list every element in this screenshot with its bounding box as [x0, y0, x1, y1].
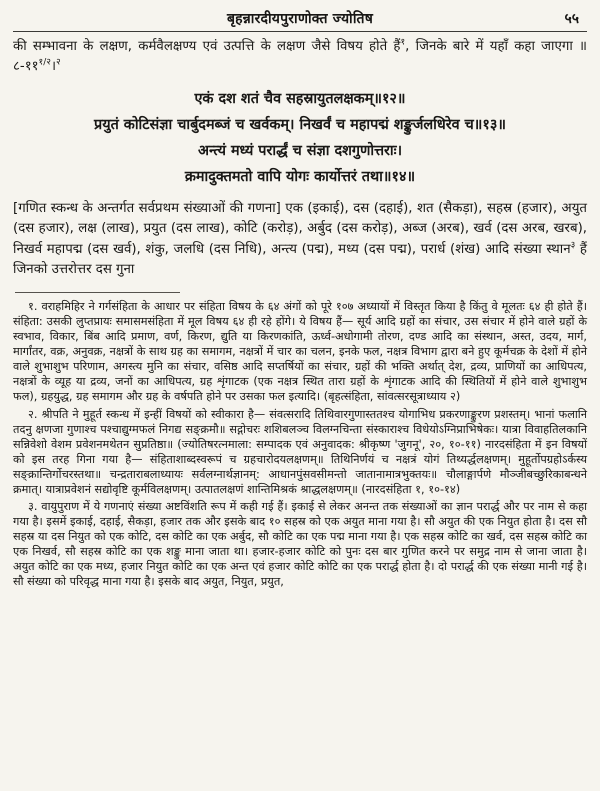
footnotes-section — [13, 299, 587, 589]
footnote-ref-1: १ — [400, 37, 406, 48]
intro-paragraph — [13, 37, 587, 77]
footnote-number: २. — [28, 407, 38, 421]
verse-range-fraction: १/२ — [38, 57, 51, 68]
footnote-separator — [15, 292, 180, 293]
footnote-text: श्रीपति ने मुहूर्त स्कन्ध में इन्हीं विषयों को स्वीकारा है— संवत्सरादि तिथिवारगुणास्ततश्च योगाभिध प्रकरणाङ्कुरण प्रशस्तम्। भानां फलानि तदनु क्षणजा गुणाश्च पश्चाद्युग्मफलं निगद्य सङ्क्रमौ॥ सद्गोचरः शशिबलञ्च विलग्नचिन्ता संस्काराश्च विधेयोऽग्निप्राभिषेकः। यात्रा विवाहतिलकानि सन्निवेशो वेशम प्रवेशनमथेतन सुप्रतिष्ठा॥ (ज्योतिषरत्नमाला: सम्पादक एवं अनुवादक: श्रीकृष्ण 'जुगनू', २०, १०-११) नारदसंहिता में इन विषयों को इस तरह गिना गया है— संहिताशाब्दस्वरूपं च ग्रहचारोदयलक्षणम्॥ तिथिनिर्णयं च नक्षत्रं योगं तिथ्यर्द्धलक्षणम्। मुहूर्तोपग्रहोऽर्कस्य सङ्क्रान्तिर्गोचरस्तथा॥ चन्द्रताराबलाध्यायः सर्वलग्नार्थज्ञानम्: आधानपुंसवसीमन्तो जातानामात्रभुक्तयः॥ चौलाङ्गार्पणे मौञ्जीबच्छुरिकाबन्धने क्रमात्। यात्राप्रवेशनं सद्योवृष्टि कूर्मविलक्षणम्। उत्पातलक्षणं शान्तिमिश्रकं श्राद्धलक्षणम्॥ (नारदसंहिता १, १०-१४) — [13, 407, 587, 496]
page-number: ५५ — [564, 11, 579, 27]
book-title: बृहन्नारदीयपुराणोक्त ज्योतिष — [226, 11, 373, 27]
intro-text: , जिनके बारे में यहाँ कहा जाएगा ॥ ८-११ — [13, 39, 587, 74]
verse-line-12: एकं दश शतं चैव सहस्रायुतलक्षकम्॥१२॥ — [194, 90, 406, 107]
verse-line-14b: क्रमादुक्तमतो वापि योगः कार्योत्तरं तथा॥१४॥ — [184, 168, 416, 185]
footnote-ref-2: २ — [56, 57, 61, 68]
footnote-number: १. — [28, 300, 38, 313]
footnote — [13, 499, 587, 589]
footnote-text: वराहमिहिर ने गर्गसंहिता के आधार पर संहिता विषय के ६४ अंगों को पूरे १०७ अध्यायों में विस्तृत किया है किंतु वे मूलतः ६४ ही होते हैं। संहिता: उसकी लुप्तप्रायः समासमसंहिता में मूल विषय ६४ ही रहे होंगे। ये विषय हैं— सूर्य आदि ग्रहों का संचार, उस संचार में होने वाले ग्रहों के स्वभाव, विकार, बिंब आदि प्रमाण, वर्ण, किरण, द्युति या किरणकांति, ऊर्ध्व-अधोगामी तोरण, दण्ड आदि का संस्थान, अस्त, उदय, मार्ग, मार्गांतर, वक्र, अनुवक्र, नक्षत्रों के साथ ग्रह का समागम, नक्षत्रों में चार का चलन, इनके फल, नक्षत्र विभाग द्वारा बने हुए कूर्मचक्र के देशों में होने वाले शुभाशुभ परिणाम, अगस्त्य मुनि का संचार, वसिष्ठ आदि सप्तर्षियों का संचार, ग्रहों की भक्ति अर्थात् देश, द्रव्य, प्राणियों का आधिपत्य, नक्षत्रों के व्यूह या द्रव्य, जनों का आधिपत्य, ग्रह शृंगाटक (एक नक्षत्र स्थित तारा ग्रहों के शृंगाटक आदि की स्थितियों में होने वाले शुभाशुभ फल), ग्रहयुद्ध, ग्रह समागम और ग्रह के वर्षपति होने पर उसका फल इत्यादि। (बृहत्संहिता, सांवत्सरसूत्राध्याय २) — [13, 300, 587, 404]
sanskrit-verses — [15, 87, 585, 191]
commentary-paragraph — [13, 199, 587, 281]
verse-line-13: प्रयुतं कोटिसंज्ञा चार्बुदमब्जं च खर्वकम्। निखर्वं च महापद्मं शङ्कुर्जलधिरेव च॥१३॥ — [94, 116, 506, 133]
footnote-number: ३. — [28, 500, 38, 514]
page-header — [13, 8, 587, 32]
verse-line-14a: अन्त्यं मध्यं परार्द्धं च संज्ञा दशगुणोत्तराः। — [197, 142, 403, 159]
intro-text: । — [50, 58, 56, 74]
intro-text: की सम्भावना के लक्षण, कर्मवैलक्षण्य एवं उत्पत्ति के लक्षण जैसे विषय होते हैं — [13, 39, 401, 54]
footnote-ref-3: ३ — [570, 240, 576, 251]
commentary-text: हैं जिनको उत्तरोत्तर दस गुना — [13, 241, 587, 278]
footnote — [13, 407, 587, 497]
footnote-text: वायुपुराण में ये गणनाएं संख्या अष्टविंशति रूप में कही गई हैं। इकाई से लेकर अनन्त तक संख्याओं का ज्ञान परार्द्ध और पर नाम से कहा गया है। इसमें इकाई, दहाई, सैकड़ा, हजार तक और इसके बाद १० सहस्र को एक अयुत माना गया है। सौ अयुत की एक नियुत होता है। दस सौ सहस्र या दस नियुत को एक कोटि, दस कोटि का एक अर्बुद, सौ कोटि का एक पद्म माना गया है। एक सहस्र कोटि का खर्व, दस सहस्र कोटि का एक निखर्व, सौ सहस्र कोटि का एक शङ्कु माना जाता था। हजार-हजार कोटि को पुनः दस बार गुणित करने पर समुद्र नाम से जाना जाता है। अयुत कोटि का एक मध्य, हजार नियुत कोटि का एक अन्त एवं हजार कोटि कोटि का एक परार्द्ध होता है। दो परार्द्ध की एक संख्या मानी गई है। सौ संख्या को परिवृद्ध माना गया है। इसके बाद अयुत, नियुत, प्रयुत, — [13, 500, 587, 589]
footnote — [13, 299, 587, 405]
commentary-text: [गणित स्कन्ध के अन्तर्गत सर्वप्रथम संख्याओं की गणना] एक (इकाई), दस (दहाई), शत (सैकड़ा), सहस्र (हजार), अयुत (दस हजार), लक्ष (लाख), प्रयुत (दस लाख), कोटि (करोड़), अर्बुद (दस करोड़), अब्ज (अरब), खर्व (दस अरब, खरब), निखर्व महापद्म (दस खर्व), शंकु, जलधि (दस निधि), अन्त्य (पद्म), मध्य (दस पद्म), परार्ध (शंख) आदि संख्या स्थान — [13, 200, 587, 257]
